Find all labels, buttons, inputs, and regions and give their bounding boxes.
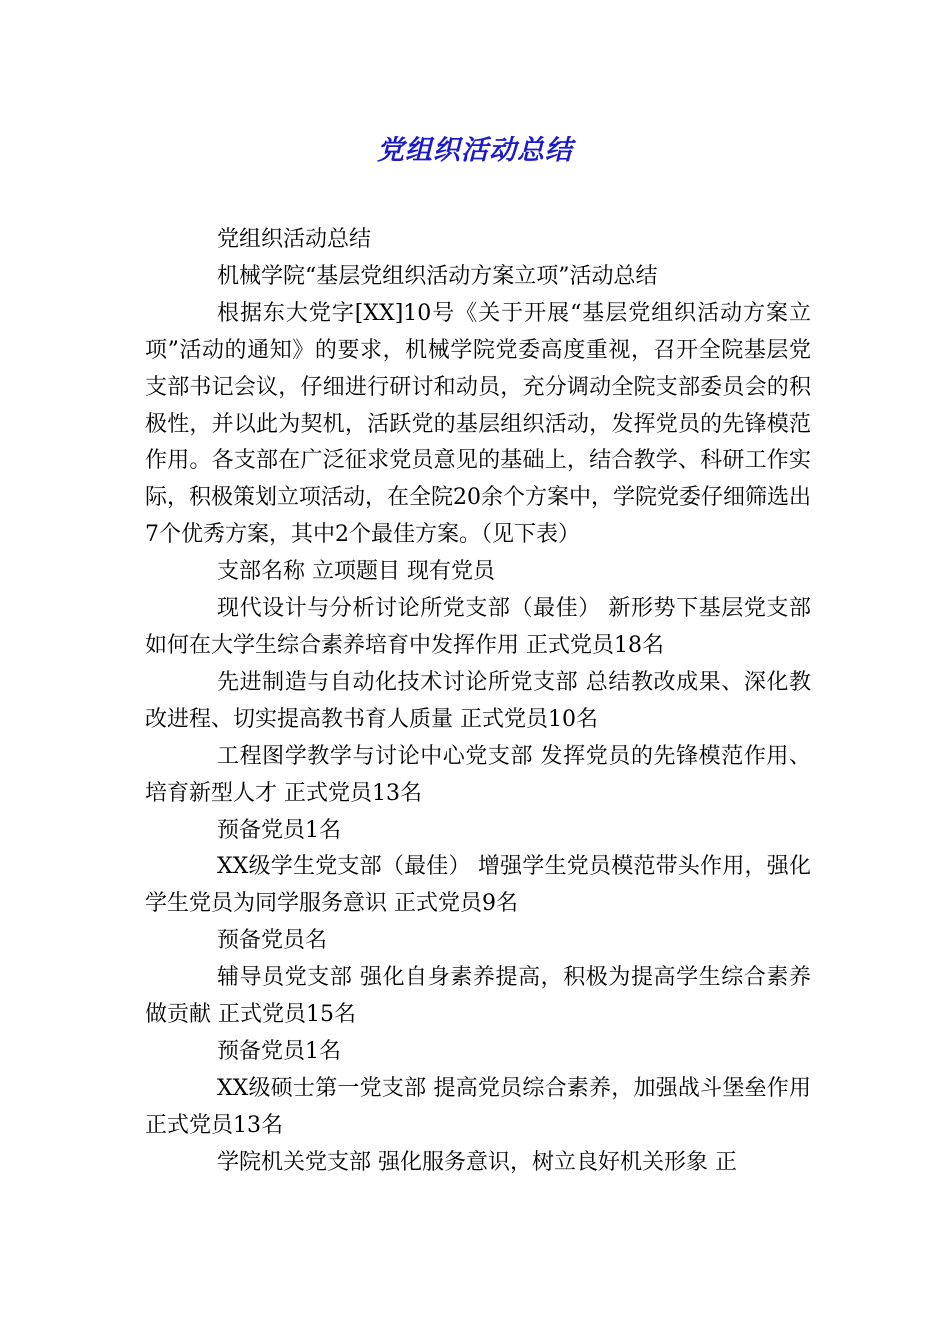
paragraph-heading: 党组织活动总结 (217, 227, 372, 252)
table-entry: 现代设计与分析讨论所党支部（最佳） 新形势下基层党支部如何在大学生综合素养培育中发挥作用 正式党员18名 (145, 596, 811, 658)
table-entry: XX级学生党支部（最佳） 增强学生党员模范带头作用，强化学生党员为同学服务意识 正式党员9名 (145, 854, 811, 917)
paragraph-intro: 根据东大党字[XX]10号《关于开展“基层党组织活动方案立项”活动的通知》的要求，机械学院党委高度重视，召开全院基层党支部书记会议，仔细进行研讨和动员，充分调动全院支部委员会的积极性，并以此为契机，活跃党的基层组织活动，发挥党员的先锋模范作用。各支部在广泛征求党员意见的基础上，结合教学、科研工作实际，积极策划立项活动，在全院20余个方案中，学院党委仔细筛选出7个优秀方案，其中2个最佳方案。（见下表） (145, 300, 811, 548)
table-entry: 先进制造与自动化技术讨论所党支部 总结教改成果、深化教改进程、切实提高教书育人质量 正式党员10名 (145, 669, 811, 732)
document-title: 党组织活动总结 (377, 135, 573, 166)
table-entry: 学院机关党支部 强化服务意识，树立良好机关形象 正 (217, 1149, 737, 1175)
table-entry-note: 预备党员1名 (217, 1038, 341, 1064)
table-entry-note: 预备党员名 (217, 928, 328, 954)
table-entry: 工程图学教学与讨论中心党支部 发挥党员的先锋模范作用、培育新型人才 正式党员13名 (145, 743, 811, 806)
table-entry: XX级硕士第一党支部 提高党员综合素养，加强战斗堡垒作用 正式党员13名 (145, 1075, 811, 1138)
paragraph-subtitle: 机械学院“基层党组织活动方案立项”活动总结 (217, 263, 658, 289)
document-body (145, 222, 811, 1182)
table-header-line: 支部名称 立项题目 现有党员 (217, 559, 495, 585)
table-entry: 辅导员党支部 强化自身素养提高，积极为提高学生综合素养做贡献 正式党员15名 (145, 965, 811, 1028)
table-entry-note: 预备党员1名 (217, 817, 341, 843)
